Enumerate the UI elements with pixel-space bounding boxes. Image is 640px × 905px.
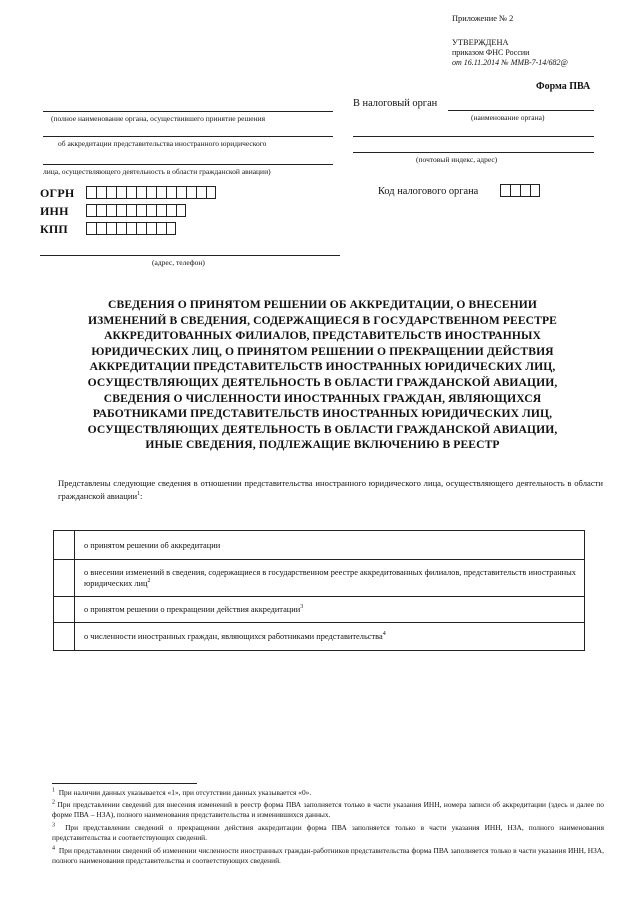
checkbox-cell[interactable]: [54, 560, 75, 597]
footnote-separator: [52, 783, 197, 784]
inn-cell[interactable]: [166, 204, 176, 217]
checkbox-cell[interactable]: [54, 623, 75, 651]
postal-caption: (почтовый индекс, адрес): [416, 155, 498, 164]
intro-text: Представлены следующие сведения в отношении представительства иностранного юридического лица, осуществляющего деятельность в области гражданской авиации: [58, 478, 603, 501]
kpp-cell[interactable]: [116, 222, 126, 235]
row-text-cell: [75, 560, 585, 597]
ogrn-cell[interactable]: [146, 186, 156, 199]
kpp-cell[interactable]: [166, 222, 176, 235]
form-name: Форма ПВА: [536, 81, 591, 92]
kpp-cell[interactable]: [126, 222, 136, 235]
title-line: ОСУЩЕСТВЛЯЮЩИХ ДЕЯТЕЛЬНОСТЬ В ОБЛАСТИ ГРАЖДАНСКОЙ АВИАЦИИ,: [87, 422, 558, 436]
order-label: приказом ФНС России: [452, 48, 530, 57]
footnote-text: При представлении сведений о прекращении действия аккредитации форма ПВА заполняется только в части указания ИНН, НЗА, полного наименования представительства и соответствующих сведений.: [52, 823, 604, 842]
footnote-1: [52, 788, 604, 798]
inn-cell[interactable]: [126, 204, 136, 217]
row-footnote-ref: 2: [147, 578, 151, 585]
ogrn-cell[interactable]: [96, 186, 106, 199]
address-caption: (адрес, телефон): [152, 258, 205, 267]
title-line: СВЕДЕНИЯ О ЧИСЛЕННОСТИ ИНОСТРАННЫХ ГРАЖДАН, ЯВЛЯЮЩИХСЯ: [103, 391, 542, 405]
info-type-table: [53, 530, 585, 651]
row-text-cell: [75, 597, 585, 623]
footnote-text: При представлении сведений об изменении численности иностранных граждан-работников представительства форма ПВА заполняется только в части указания ИНН, НЗА, полного наименования представительства и соответствующих сведений.: [52, 846, 604, 865]
authority-caption-1: (полное наименование органа, осуществившего принятие решения: [51, 114, 266, 123]
title-line: ОСУЩЕСТВЛЯЮЩИХ ДЕЯТЕЛЬНОСТЬ В ОБЛАСТИ ГРАЖДАНСКОЙ АВИАЦИИ,: [87, 375, 558, 389]
footnote-mark: 3: [52, 822, 55, 829]
checkbox-cell[interactable]: [54, 531, 75, 560]
tax-authority-label: В налоговый орган: [353, 98, 438, 109]
footnote-mark: 2: [52, 799, 55, 806]
inn-cell[interactable]: [116, 204, 126, 217]
title-line: РАБОТНИКАМИ ПРЕДСТАВИТЕЛЬСТВ ИНОСТРАННЫХ ЮРИДИЧЕСКИХ ЛИЦ,: [92, 407, 553, 421]
title-line: АККРЕДИТОВАННЫХ ФИЛИАЛОВ, ПРЕДСТАВИТЕЛЬСТВ ИНОСТРАННЫХ: [104, 329, 541, 343]
footnote-text: При наличии данных указывается «1», при отсутствии данных указывается «0».: [58, 788, 312, 797]
kpp-cell[interactable]: [136, 222, 146, 235]
ogrn-label: ОГРН: [40, 186, 75, 200]
inn-boxes[interactable]: [86, 204, 186, 217]
row-text: о внесении изменений в сведения, содержащиеся в государственном реестре аккредитованных филиалов, представительств иностранных юридических лиц: [84, 568, 576, 588]
address-line[interactable]: [40, 255, 340, 256]
inn-cell[interactable]: [96, 204, 106, 217]
code-cell[interactable]: [500, 184, 510, 197]
inn-cell[interactable]: [106, 204, 116, 217]
order-date: от 16.11.2014 № ММВ-7-14/682@: [452, 58, 568, 67]
intro-footnote-ref: 1: [137, 491, 141, 498]
inn-cell[interactable]: [146, 204, 156, 217]
title-line: АККРЕДИТАЦИИ ПРЕДСТАВИТЕЛЬСТВ ИНОСТРАННЫХ ЮРИДИЧЕСКИХ ЛИЦ,: [89, 360, 556, 374]
appendix-label: Приложение № 2: [452, 14, 514, 23]
intro-tail: :: [140, 491, 143, 501]
footnote-mark: 4: [52, 845, 55, 852]
postal-line-1[interactable]: [353, 136, 594, 137]
footnote-3: [52, 823, 604, 842]
authority-line-2: [43, 136, 333, 137]
checkbox-cell[interactable]: [54, 597, 75, 623]
ogrn-cell[interactable]: [86, 186, 96, 199]
postal-line-2[interactable]: [353, 152, 594, 153]
title-line: СВЕДЕНИЯ О ПРИНЯТОМ РЕШЕНИИ ОБ АККРЕДИТАЦИИ, О ВНЕСЕНИИ: [108, 298, 537, 311]
authority-line-1: [43, 111, 333, 112]
inn-cell[interactable]: [176, 204, 186, 217]
inn-cell[interactable]: [136, 204, 146, 217]
table-row: [54, 531, 585, 560]
ogrn-cell[interactable]: [156, 186, 166, 199]
row-text: о принятом решении о прекращении действия аккредитации: [84, 605, 301, 614]
authority-line-3: [43, 164, 333, 165]
kpp-cell[interactable]: [146, 222, 156, 235]
kpp-cell[interactable]: [106, 222, 116, 235]
tax-authority-input-line[interactable]: [448, 110, 594, 111]
footnote-4: [52, 846, 604, 865]
inn-label: ИНН: [40, 204, 69, 218]
row-text-cell: [75, 623, 585, 651]
title-line: ИНЫЕ СВЕДЕНИЯ, ПОДЛЕЖАЩИЕ ВКЛЮЧЕНИЮ В РЕЕСТР: [145, 438, 500, 452]
authority-caption-3: лица, осуществляющего деятельность в области гражданской авиации): [43, 167, 271, 176]
approved-label: УТВЕРЖДЕНА: [452, 38, 509, 47]
tax-authority-caption: (наименование органа): [471, 113, 545, 122]
ogrn-cell[interactable]: [166, 186, 176, 199]
ogrn-cell[interactable]: [126, 186, 136, 199]
kpp-cell[interactable]: [156, 222, 166, 235]
authority-caption-2: об аккредитации представительства иностранного юридического: [58, 139, 267, 148]
footnote-2: [52, 800, 604, 819]
ogrn-boxes[interactable]: [86, 186, 216, 199]
intro-paragraph: [58, 477, 603, 503]
table-row: [54, 623, 585, 651]
ogrn-cell[interactable]: [116, 186, 126, 199]
code-cell[interactable]: [510, 184, 520, 197]
ogrn-cell[interactable]: [176, 186, 186, 199]
footnote-mark: 1: [52, 787, 55, 794]
tax-code-boxes[interactable]: [500, 184, 540, 197]
code-cell[interactable]: [520, 184, 530, 197]
footnote-text: При представлении сведений для внесения изменений в реестр форма ПВА заполняется только в части указания ИНН, номера записи об аккредитации (здесь и далее по форме ПВА – НЗА), полного наименования представительства и изменившихся данных.: [52, 800, 604, 819]
row-text: о численности иностранных граждан, являющихся работниками представительства: [84, 632, 383, 641]
table-row: [54, 597, 585, 623]
ogrn-cell[interactable]: [186, 186, 196, 199]
title-line: ЮРИДИЧЕСКИХ ЛИЦ, О ПРИНЯТОМ РЕШЕНИИ О ПРЕКРАЩЕНИИ ДЕЙСТВИЯ: [91, 344, 554, 358]
inn-cell[interactable]: [86, 204, 96, 217]
ogrn-cell[interactable]: [136, 186, 146, 199]
title-line: ИЗМЕНЕНИЙ В СВЕДЕНИЯ, СОДЕРЖАЩИЕСЯ В ГОСУДАРСТВЕННОМ РЕЕСТРЕ: [87, 313, 557, 327]
inn-cell[interactable]: [156, 204, 166, 217]
ogrn-cell[interactable]: [196, 186, 206, 199]
code-cell[interactable]: [530, 184, 540, 197]
row-footnote-ref: 3: [300, 604, 304, 611]
row-text: о принятом решении об аккредитации: [84, 540, 221, 550]
table-row: [54, 560, 585, 597]
kpp-boxes[interactable]: [86, 222, 176, 235]
row-footnote-ref: 4: [382, 631, 386, 638]
ogrn-cell[interactable]: [206, 186, 216, 199]
tax-code-label: Код налогового органа: [378, 186, 479, 197]
document-title: [70, 297, 575, 453]
kpp-cell[interactable]: [86, 222, 96, 235]
kpp-label: КПП: [40, 222, 68, 236]
ogrn-cell[interactable]: [106, 186, 116, 199]
kpp-cell[interactable]: [96, 222, 106, 235]
row-text-cell: [75, 531, 585, 560]
